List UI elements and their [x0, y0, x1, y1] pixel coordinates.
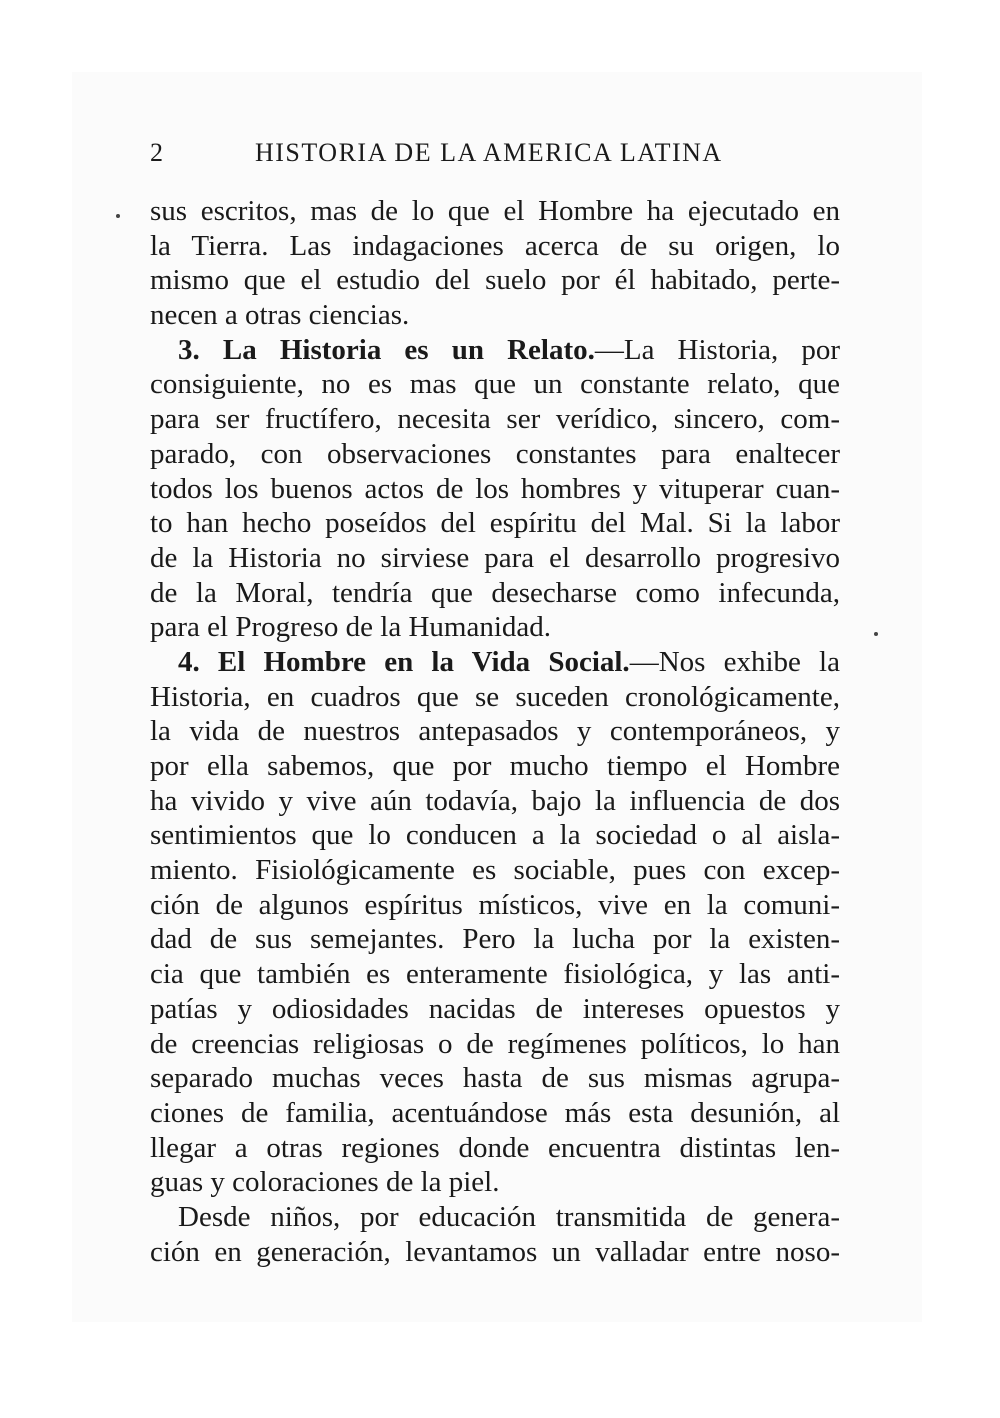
text-line: de la Historia no sirviese para el desarrollo progresivo	[150, 541, 840, 574]
text-line: sentimientos que lo conducen a la sociedad o al aisla-	[150, 819, 840, 852]
section-number: 3.	[178, 333, 200, 366]
text-line: ha vivido y vive aún todavía, bajo la influencia de dos	[150, 784, 840, 817]
page-number: 2	[150, 138, 165, 167]
text-line: de creencias religiosas o de regímenes políticos, lo han	[150, 1027, 840, 1060]
section-3	[150, 333, 840, 645]
stray-dot-mark	[116, 214, 120, 218]
text-line: guas y coloraciones de la piel.	[150, 1166, 500, 1199]
section-title: La Historia es un Relato.	[222, 333, 595, 366]
text-line: cia que también es enteramente fisiológica, y las anti-	[150, 958, 840, 991]
section-heading-line	[150, 333, 840, 368]
text-line: sus escritos, mas de lo que el Hombre ha ejecutado en	[150, 195, 840, 227]
text-line: mismo que el estudio del suelo por él habitado, perte-	[150, 264, 840, 297]
text-line: separado muchas veces hasta de sus mismas agrupa-	[150, 1062, 840, 1095]
text-line: la vida de nuestros antepasados y contemporáneos, y	[150, 715, 840, 748]
text-line: todos los buenos actos de los hombres y vituperar cuan-	[150, 472, 840, 505]
text-line: necen a otras ciencias.	[150, 299, 410, 332]
text-line: Desde niños, por educación transmitida de genera-	[178, 1200, 840, 1233]
text-line: miento. Fisiológicamente es sociable, pues con excep-	[150, 854, 840, 887]
running-header	[150, 132, 850, 172]
text-line: parado, con observaciones constantes para enaltecer	[150, 437, 840, 470]
section-4	[150, 645, 840, 1200]
text-line: llegar a otras regiones donde encuentra distintas len-	[150, 1131, 840, 1164]
paragraph-final	[150, 1200, 840, 1269]
text-line: para el Progreso de la Humanidad.	[150, 611, 552, 644]
section-first-line-text: —Nos exhibe la	[629, 645, 840, 678]
text-line: patías y odiosidades nacidas de intereses opuestos y	[150, 992, 840, 1025]
body-text	[150, 194, 840, 1269]
text-line: ciones de familia, acentuándose más esta desunión, al	[150, 1096, 840, 1129]
section-first-line-text: —La Historia, por	[594, 333, 841, 366]
text-line: Historia, en cuadros que se suceden cronológicamente,	[150, 680, 840, 713]
text-line: por ella sabemos, que por mucho tiempo el Hombre	[150, 750, 840, 782]
text-line: ción en generación, levantamos un valladar entre noso-	[150, 1235, 840, 1268]
running-title: HISTORIA DE LA AMERICA LATINA	[255, 138, 723, 167]
text-line: ción de algunos espíritus místicos, vive en la comuni-	[150, 888, 840, 921]
text-line: consiguiente, no es mas que un constante relato, que	[150, 368, 840, 401]
text-line: para ser fructífero, necesita ser verídico, sincero, com-	[150, 403, 840, 436]
section-title: El Hombre en la Vida Social.	[217, 645, 630, 678]
section-number: 4.	[178, 645, 200, 678]
text-line: to han hecho poseídos del espíritu del Mal. Si la labor	[150, 507, 840, 540]
section-heading-line	[150, 645, 840, 680]
text-line: dad de sus semejantes. Pero la lucha por la existen-	[150, 923, 840, 956]
paragraph-continuation	[150, 194, 840, 333]
text-line: de la Moral, tendría que desecharse como infecunda,	[150, 576, 840, 609]
stray-dot-mark	[874, 632, 878, 636]
text-line: la Tierra. Las indagaciones acerca de su origen, lo	[150, 229, 840, 262]
